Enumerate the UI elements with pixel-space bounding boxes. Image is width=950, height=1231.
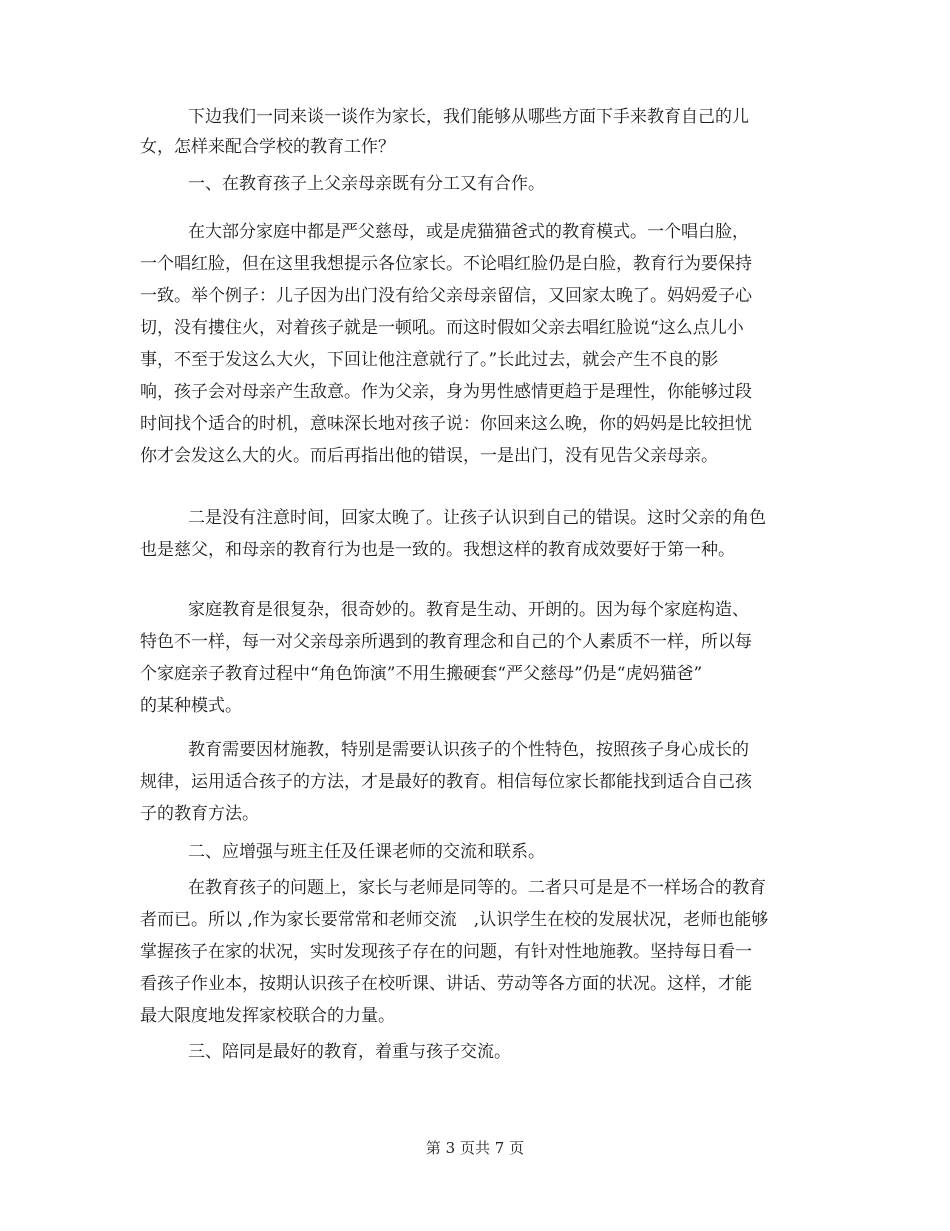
text-line: 切，没有摟住火，对着孩子就是一顿吼。而这时假如父亲去唱红脸说“这么点儿小: [140, 318, 744, 338]
text-line: 二是没有注意时间，回家太晚了。让孩子认识到自己的错误。这时父亲的角色: [188, 508, 766, 528]
text-line: 个家庭亲子教育过程中“角色饰演”不用生搬硬套“严父慈母”仍是“虎妈猫爸”: [140, 664, 703, 684]
text-line: 看孩子作业本，按期认识孩子在校听课、讲话、劳动等各方面的状况。这样，才能: [140, 974, 752, 994]
text-line: 在大部分家庭中都是严父慈母，或是虎猫猫爸式的教育模式。一个唱白脸，: [188, 222, 749, 242]
text-line: 一致。举个例子：儿子因为出门没有给父亲母亲留信，又回家太晚了。妈妈爱子心: [140, 286, 752, 306]
text-line: 事，不至于发这么大火，下回让他注意就行了。”长此过去，就会产生不良的影: [140, 350, 719, 370]
text-line: 下边我们一同来谈一谈作为家长，我们能够从哪些方面下手来教育自己的儿: [188, 107, 749, 127]
text-line: 一个唱红脸，但在这里我想提示各位家长。不论唱红脸仍是白脸，教育行为要保持: [140, 254, 752, 274]
text-line: 一、在教育孩子上父亲母亲既有分工又有合作。: [188, 174, 545, 194]
text-line: 你才会发这么大的火。而后再指出他的错误，一是出门，没有见告父亲母亲。: [140, 446, 718, 466]
text-line: 者而已。所以 ,作为家长要常常和老师交流 ,认识学生在校的发展状况，老师也能够: [140, 910, 769, 930]
text-line: 也是慈父，和母亲的教育行为也是一致的。我想这样的教育成效要好于第一种。: [140, 540, 735, 560]
text-line: 家庭教育是很复杂，很奇妙的。教育是生动、开朗的。因为每个家庭构造、: [188, 600, 749, 620]
text-line: 特色不一样，每一对父亲母亲所遇到的教育理念和自己的个人素质不一样，所以每: [140, 632, 752, 652]
text-line: 女，怎样来配合学校的教育工作？: [140, 137, 395, 157]
text-line: 响，孩子会对母亲产生敌意。作为父亲，身为男性感情更趋于是理性，你能够过段: [140, 382, 752, 402]
page-footer: 第 3 页共 7 页: [425, 1139, 525, 1157]
text-line: 二、应增强与班主任及任课老师的交流和联系。: [188, 842, 545, 862]
text-line: 最大限度地发挥家校联合的力量。: [140, 1006, 395, 1026]
text-line: 三、陪同是最好的教育，着重与孩子交流。: [188, 1042, 511, 1062]
text-line: 的某种模式。: [140, 696, 242, 716]
text-line: 掌握孩子在家的状况，实时发现孩子存在的问题，有针对性地施教。坚持每日看一: [140, 942, 752, 962]
text-line: 教育需要因材施教，特别是需要认识孩子的个性特色，按照孩子身心成长的: [188, 740, 749, 760]
text-line: 子的教育方法。: [140, 804, 259, 824]
text-line: 在教育孩子的问题上，家长与老师是同等的。二者只可是是不一样场合的教育: [188, 878, 766, 898]
text-line: 时间找个适合的时机，意味深长地对孩子说：你回来这么晚，你的妈妈是比较担忧: [140, 414, 752, 434]
text-line: 规律，运用适合孩子的方法，才是最好的教育。相信每位家长都能找到适合自己孩: [140, 772, 752, 792]
